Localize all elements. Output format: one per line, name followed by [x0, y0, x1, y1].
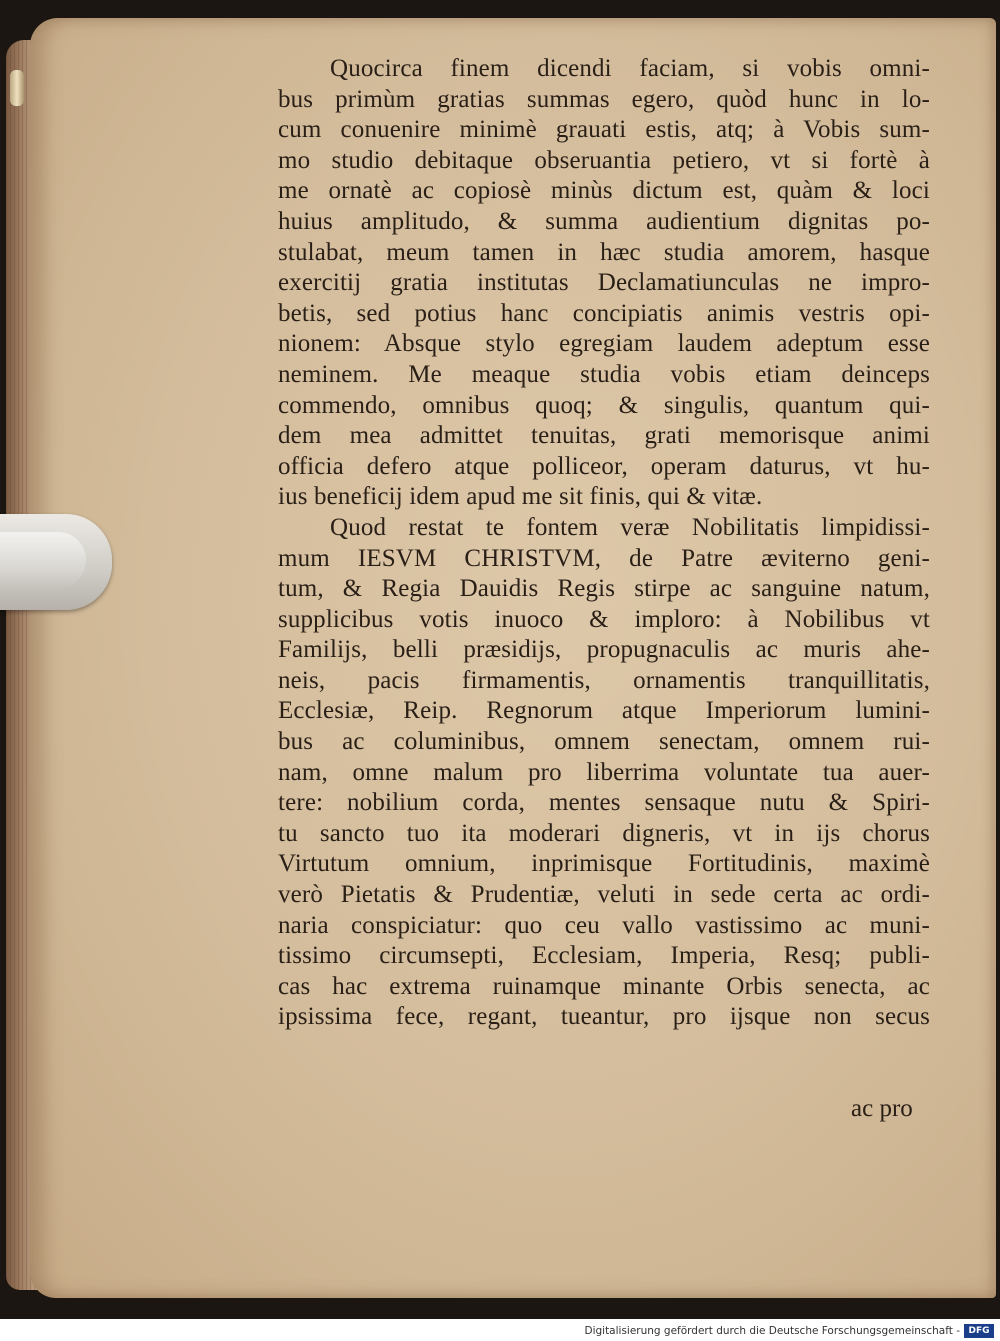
text-line: Familijs, belli præsidijs, propugnaculis ac muris ahe-	[278, 636, 930, 664]
catchword: ac pro	[851, 1095, 913, 1122]
text-line: verò Pietatis & Prudentiæ, veluti in sede certa ac ordi-	[278, 881, 930, 909]
text-line: bus primùm gratias summas egero, quòd hunc in lo-	[278, 85, 930, 113]
text-line: tu sancto tuo ita moderari digneris, vt in ijs chorus	[278, 819, 930, 847]
page-body-text	[278, 54, 930, 1033]
page-clip	[0, 514, 112, 610]
text-line: tum, & Regia Dauidis Regis stirpe ac sanguine natum,	[278, 575, 930, 603]
text-line: supplicibus votis inuoco & imploro: à Nobilibus vt	[278, 605, 930, 633]
text-line: tere: nobilium corda, mentes sensaque nutu & Spiri-	[278, 789, 930, 817]
text-line: ipsissima fece, regant, tueantur, pro ijsque non secus	[278, 1003, 930, 1031]
text-line: commendo, omnibus quoq; & singulis, quantum qui-	[278, 391, 930, 419]
text-line: neminem. Me meaque studia vobis etiam deinceps	[278, 360, 930, 388]
text-line: Quod restat te fontem veræ Nobilitatis limpidissi-	[330, 513, 930, 541]
footer-credit: Digitalisierung gefördert durch die Deutsche Forschungsgemeinschaft -	[584, 1325, 960, 1337]
text-line: huius amplitudo, & summa audientium dignitas po-	[278, 207, 930, 235]
text-line: cum conuenire minimè grauati estis, atq; à Vobis sum-	[278, 116, 930, 144]
text-line: mo studio debitaque obseruantia petiero, vt si fortè à	[278, 146, 930, 174]
text-line: tissimo circumsepti, Ecclesiam, Imperia, Resq; publi-	[278, 942, 930, 970]
dfg-logo-icon: DFG	[964, 1324, 994, 1338]
text-line: Virtutum omnium, inprimisque Fortitudinis, maximè	[278, 850, 930, 878]
text-line: nionem: Absque stylo egregiam laudem adeptum esse	[278, 330, 930, 358]
text-line: exercitij gratia institutas Declamatiunculas ne impro-	[278, 269, 930, 297]
text-line: ius beneficij idem apud me sit finis, qui & vitæ.	[278, 483, 763, 511]
text-line: neis, pacis firmamentis, ornamentis tranquillitatis,	[278, 666, 930, 694]
text-line: Ecclesiæ, Reip. Regnorum atque Imperiorum lumini-	[278, 697, 930, 725]
text-line: naria conspiciatur: quo ceu vallo vastissimo ac muni-	[278, 911, 930, 939]
text-line: nam, omne malum pro liberrima voluntate tua auer-	[278, 758, 930, 786]
text-line: Quocirca finem dicendi faciam, si vobis omni-	[330, 55, 930, 82]
text-line: betis, sed potius hanc concipiatis animis vestris opi-	[278, 299, 930, 327]
text-line: dem mea admittet tenuitas, grati memorisque animi	[278, 422, 930, 450]
text-line: me ornatè ac copiosè minùs dictum est, quàm & loci	[278, 177, 930, 205]
text-line: mum IESVM CHRISTVM, de Patre æviterno geni-	[278, 544, 930, 572]
digitization-footer	[0, 1319, 1000, 1341]
text-line: officia defero atque polliceor, operam daturus, vt hu-	[278, 452, 930, 480]
text-line: cas hac extrema ruinamque minante Orbis senecta, ac	[278, 972, 930, 1000]
binding-pin	[10, 70, 24, 106]
text-line: stulabat, meum tamen in hæc studia amorem, hasque	[278, 238, 930, 266]
text-line: bus ac columinibus, omnem senectam, omnem rui-	[278, 728, 930, 756]
